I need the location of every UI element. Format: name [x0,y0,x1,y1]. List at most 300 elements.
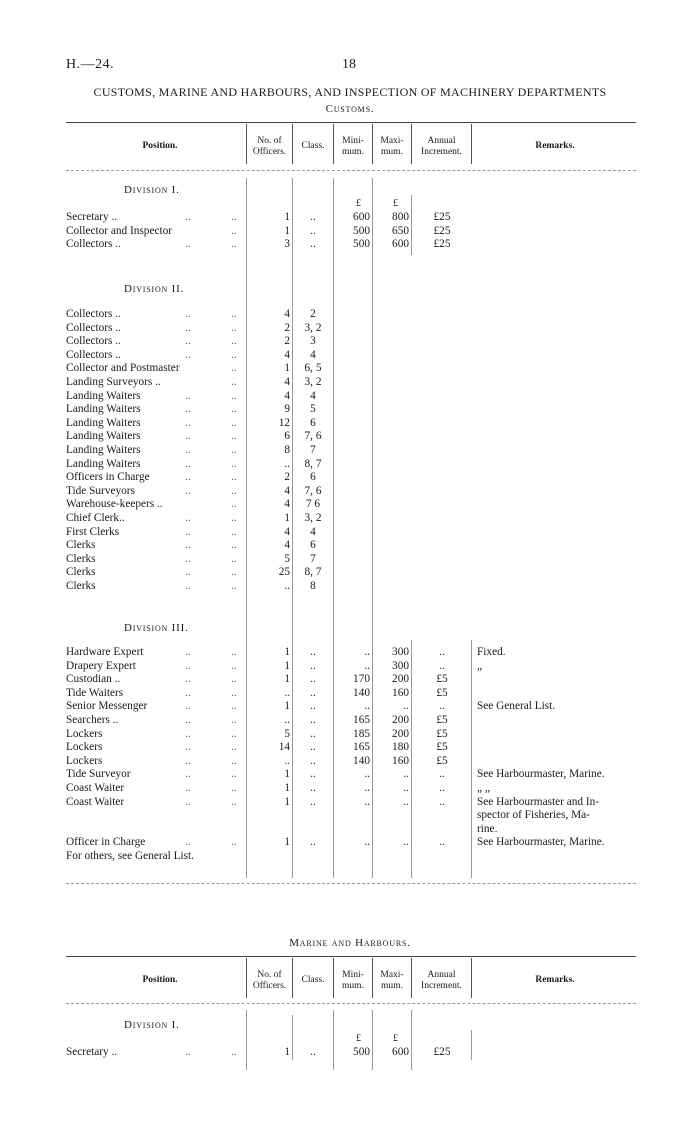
increment-cell: £5 [436,727,448,740]
minimum-cell: 185 [353,727,370,740]
leader-dots: .. [185,686,191,699]
leader-dots: .. [185,795,191,808]
table-row [0,741,700,755]
table-row [0,1046,700,1060]
table-row [0,755,700,769]
class-cell: 8, 7 [304,457,322,470]
increment-cell: .. [439,836,445,849]
leader-dots: .. [185,484,191,497]
leader-dots: .. [231,321,237,334]
position-cell: Senior Messenger [66,700,148,713]
leader-dots: .. [231,389,237,402]
leader-dots: .. [185,211,191,223]
officers-cell: 1 [284,782,290,794]
marine-col-head-max-1: Maxi- [380,970,404,980]
leader-dots: .. [185,471,191,484]
officers-cell: 9 [284,403,290,416]
position-cell: Lockers [66,741,103,754]
minimum-cell: .. [364,782,370,794]
officers-cell: 4 [284,539,290,552]
class-cell: 6 [310,539,316,552]
position-cell: Landing Waiters [66,444,141,456]
marine-col-head-min-1: Mini- [342,970,364,980]
customs-title: Customs. [325,103,375,115]
class-cell: 6, 5 [304,362,322,375]
officers-cell: 6 [284,430,290,443]
position-cell: Collector and Postmaster [66,362,180,375]
leader-dots: .. [185,512,191,524]
table-row [0,714,700,728]
minimum-cell: .. [364,646,370,658]
position-cell: Coast Waiter [66,795,125,808]
position-cell: Landing Waiters [66,416,141,429]
leader-dots: .. [185,403,191,416]
increment-cell: .. [439,659,445,672]
leader-dots: .. [231,376,237,388]
minimum-cell: 600 [353,211,370,223]
table-row [0,796,700,810]
leader-dots: .. [185,444,191,456]
increment-cell: £5 [436,754,448,767]
table-row [0,390,700,404]
officers-cell: 2 [284,471,290,484]
class-cell: .. [310,795,316,808]
col-divider [246,1010,247,1070]
col-head-officers-1: No. of [257,136,282,146]
marine-col-head-increment-2: Increment. [421,981,462,991]
leader-dots: .. [185,659,191,672]
position-cell: First Clerks [66,525,120,538]
leader-dots: .. [231,782,237,794]
maximum-cell: .. [403,795,409,808]
customs-division-2-title: Division II. [124,283,185,295]
col-divider [372,1010,373,1070]
position-cell: Secretary .. [66,1046,118,1058]
customs-header-bottom-rule [66,170,636,171]
maximum-cell: 180 [392,741,409,754]
increment-cell: £5 [436,714,448,726]
position-cell: Clerks [66,580,96,592]
increment-cell: £5 [436,686,448,699]
leader-dots: .. [231,1046,237,1058]
marine-col-head-max-2: mum. [381,981,403,991]
marine-col-head-min-2: mum. [342,981,364,991]
maximum-cell: 650 [392,224,409,237]
class-cell: .. [310,836,316,849]
maximum-cell: .. [403,768,409,781]
table-row [0,349,700,363]
increment-cell: £25 [433,238,451,251]
table-row [0,362,700,376]
col-head-increment-2: Increment. [421,147,462,157]
table-row [0,485,700,499]
maximum-cell: .. [403,782,409,794]
leader-dots: .. [185,714,191,726]
leader-dots: .. [231,686,237,699]
table-row [0,646,700,660]
maximum-cell: 300 [392,659,409,672]
leader-dots: .. [185,457,191,470]
leader-dots: .. [231,580,237,592]
class-cell: 6 [310,471,316,484]
class-cell: .. [310,700,316,713]
table-row [0,673,700,687]
table-row [0,225,700,239]
leader-dots: .. [185,430,191,443]
position-cell: Lockers [66,727,103,740]
class-cell: 8 [310,580,316,592]
leader-dots: .. [185,539,191,552]
class-cell: .. [310,686,316,699]
col-divider [333,1010,334,1070]
table-row [0,553,700,567]
table-row [0,376,700,390]
position-cell: Searchers .. [66,714,119,726]
minimum-cell: 165 [353,714,370,726]
customs-table-top-rule [66,122,636,123]
remarks-cell: spector of Fisheries, Ma- [477,809,590,822]
leader-dots: .. [231,308,237,320]
increment-cell: £25 [433,1046,451,1058]
maximum-cell: 300 [392,646,409,658]
position-cell: Clerks [66,566,96,579]
table-row [0,728,700,742]
officers-cell: 1 [284,1046,290,1058]
col-head-increment-1: Annual [427,136,456,146]
col-head-min-2: mum. [342,147,364,157]
leader-dots: .. [185,741,191,754]
leader-dots: .. [185,566,191,579]
class-cell: .. [310,238,316,251]
remarks-cell: See General List. [477,700,556,713]
leader-dots: .. [185,525,191,538]
table-row [0,687,700,701]
class-cell: .. [310,727,316,740]
position-cell: Tide Waiters [66,686,124,699]
officers-cell: 4 [284,525,290,538]
table-row [0,539,700,553]
position-cell: Collectors .. [66,321,121,334]
position-cell: Collectors .. [66,335,121,348]
officers-cell: 1 [284,211,290,223]
officers-cell: 4 [284,376,290,388]
leader-dots: .. [231,457,237,470]
class-cell: .. [310,646,316,658]
minimum-cell: .. [364,795,370,808]
maximum-cell: 160 [392,686,409,699]
col-divider [471,958,472,998]
remarks-cell: rine. [477,822,498,835]
table-row [0,836,700,850]
leader-dots: .. [185,389,191,402]
position-cell: Officers in Charge [66,471,150,484]
increment-cell: .. [439,646,445,658]
position-cell: Officer in Charge [66,836,146,849]
table-row [0,458,700,472]
col-head-min-1: Mini- [342,136,364,146]
maximum-cell: 200 [392,714,409,726]
leader-dots: .. [231,566,237,579]
table-row [0,768,700,782]
position-cell: Collector and Inspector [66,224,173,237]
position-cell: Tide Surveyor [66,768,131,781]
minimum-cell: 500 [353,1046,370,1058]
class-cell: 3, 2 [304,321,322,334]
increment-cell: £25 [433,224,451,237]
document-code: H.—24. [66,57,115,72]
leader-dots: .. [185,836,191,849]
table-row [0,498,700,512]
minimum-cell: .. [364,659,370,672]
col-head-class: Class. [301,141,325,151]
leader-dots: .. [231,335,237,348]
leader-dots: .. [231,552,237,565]
officers-cell: 3 [284,238,290,251]
customs-division-1-title: Division I. [124,184,180,196]
officers-cell: .. [284,457,290,470]
table-row [0,430,700,444]
col-divider [471,124,472,164]
increment-cell: £25 [433,211,451,223]
position-cell: Secretary .. [66,211,118,223]
officers-cell: 2 [284,321,290,334]
leader-dots: .. [185,335,191,348]
customs-table-bottom-rule [66,883,636,884]
table-row [0,823,700,837]
class-cell: 5 [310,403,316,416]
class-cell: 3, 2 [304,512,322,524]
minimum-cell: 500 [353,224,370,237]
leader-dots: .. [231,348,237,361]
leader-dots: .. [231,646,237,658]
leader-dots: .. [185,700,191,713]
marine-currency-symbol-max: £ [393,1033,398,1044]
position-cell: Warehouse-keepers .. [66,498,163,511]
leader-dots: .. [185,348,191,361]
col-head-max-2: mum. [381,147,403,157]
position-cell: Clerks [66,552,96,565]
leader-dots: .. [185,238,191,251]
maximum-cell: 160 [392,754,409,767]
officers-cell: 4 [284,498,290,511]
minimum-cell: 140 [353,754,370,767]
class-cell: 2 [310,308,316,320]
class-cell: .. [310,224,316,237]
position-cell: Landing Waiters [66,457,141,470]
increment-cell: £5 [436,741,448,754]
position-cell: Tide Surveyors [66,484,135,497]
maximum-cell: 600 [392,1046,409,1058]
minimum-cell: 165 [353,741,370,754]
position-cell: Landing Waiters [66,389,141,402]
table-row [0,471,700,485]
class-cell: 7 [310,444,316,456]
class-cell: 3 [310,335,316,348]
class-cell: .. [310,714,316,726]
officers-cell: 1 [284,224,290,237]
table-row [0,660,700,674]
officers-cell: 4 [284,484,290,497]
maximum-cell: 200 [392,727,409,740]
class-cell: 4 [310,389,316,402]
increment-cell: .. [439,782,445,794]
remarks-cell: See Harbourmaster, Marine. [477,836,605,849]
position-cell: Collectors .. [66,308,121,320]
officers-cell: 4 [284,348,290,361]
minimum-cell: .. [364,700,370,713]
leader-dots: .. [231,362,237,375]
main-title: CUSTOMS, MARINE AND HARBOURS, AND INSPECTION OF MACHINERY DEPARTMENTS [93,85,607,99]
leader-dots: .. [185,782,191,794]
table-row [0,782,700,796]
leader-dots: .. [185,646,191,658]
leader-dots: .. [185,727,191,740]
officers-cell: 1 [284,836,290,849]
leader-dots: .. [231,754,237,767]
leader-dots: .. [231,224,237,237]
table-row [0,512,700,526]
marine-title: Marine and Harbours. [289,937,411,949]
position-cell: Custodian .. [66,673,121,686]
minimum-cell: 140 [353,686,370,699]
table-row [0,566,700,580]
officers-cell: 1 [284,673,290,686]
table-row [0,335,700,349]
class-cell: .. [310,211,316,223]
leader-dots: .. [231,539,237,552]
minimum-cell: .. [364,836,370,849]
position-cell: Lockers [66,754,103,767]
leader-dots: .. [185,754,191,767]
leader-dots: .. [231,471,237,484]
col-divider [411,1010,412,1070]
currency-symbol-max: £ [393,198,398,209]
remarks-cell: „ „ [477,782,490,794]
officers-cell: 4 [284,389,290,402]
leader-dots: .. [231,659,237,672]
marine-currency-symbol-min: £ [356,1033,361,1044]
leader-dots: .. [185,673,191,686]
leader-dots: .. [231,525,237,538]
leader-dots: .. [231,795,237,808]
class-cell: .. [310,782,316,794]
class-cell: 4 [310,348,316,361]
increment-cell: .. [439,768,445,781]
customs-division-3-title: Division III. [124,622,189,634]
class-cell: 4 [310,525,316,538]
officers-cell: 14 [278,741,290,754]
leader-dots: .. [231,430,237,443]
position-cell: Landing Waiters [66,430,141,443]
table-row [0,580,700,594]
table-row [0,809,700,823]
class-cell: .. [310,659,316,672]
class-cell: 7, 6 [304,430,322,443]
marine-table-top-rule [66,956,636,957]
table-row [0,850,700,864]
class-cell: 6 [310,416,316,429]
leader-dots: .. [231,211,237,223]
table-row [0,417,700,431]
leader-dots: .. [231,700,237,713]
table-row [0,444,700,458]
position-cell: Landing Surveyors .. [66,376,161,388]
position-cell: Coast Waiter [66,782,125,794]
increment-cell: £5 [436,673,448,686]
marine-col-head-officers-1: No. of [257,970,282,980]
leader-dots: .. [185,416,191,429]
maximum-cell: .. [403,836,409,849]
col-head-max-1: Maxi- [380,136,404,146]
marine-header-bottom-rule [66,1003,636,1004]
marine-col-head-position: Position. [142,975,178,985]
class-cell: 8, 7 [304,566,322,579]
leader-dots: .. [231,512,237,524]
marine-col-head-remarks: Remarks. [535,975,575,985]
table-row [0,526,700,540]
position-cell: Hardware Expert [66,646,144,658]
marine-division-1-title: Division I. [124,1019,180,1031]
officers-cell: 1 [284,512,290,524]
maximum-cell: .. [403,700,409,713]
leader-dots: .. [185,768,191,781]
officers-cell: 1 [284,646,290,658]
class-cell: 7 6 [305,498,321,511]
position-cell: Collectors .. [66,238,121,251]
position-cell: Chief Clerk.. [66,512,125,524]
marine-col-head-class: Class. [301,975,325,985]
officers-cell: .. [284,580,290,592]
leader-dots: .. [231,403,237,416]
class-cell: .. [310,741,316,754]
class-cell: 3, 2 [304,376,322,388]
table-row [0,403,700,417]
leader-dots: .. [231,714,237,726]
increment-cell: .. [439,795,445,808]
officers-cell: 25 [278,566,290,579]
position-cell: Drapery Expert [66,659,136,672]
officers-cell: 5 [284,727,290,740]
officers-cell: 2 [284,335,290,348]
leader-dots: .. [185,552,191,565]
remarks-cell: Fixed. [477,646,506,658]
table-row [0,700,700,714]
leader-dots: .. [231,484,237,497]
officers-cell: 1 [284,362,290,375]
class-cell: .. [310,754,316,767]
table-row [0,211,700,225]
officers-cell: .. [284,686,290,699]
leader-dots: .. [231,741,237,754]
leader-dots: .. [231,673,237,686]
officers-cell: 1 [284,700,290,713]
leader-dots: .. [231,444,237,456]
maximum-cell: 600 [392,238,409,251]
officers-cell: 1 [284,659,290,672]
remarks-cell: See Harbourmaster, Marine. [477,768,605,781]
leader-dots: .. [185,321,191,334]
class-cell: 7 [310,552,316,565]
officers-cell: 4 [284,308,290,320]
position-cell: Collectors .. [66,348,121,361]
leader-dots: .. [231,836,237,849]
leader-dots: .. [185,1046,191,1058]
position-cell: For others, see General List. [66,850,194,862]
page-number: 18 [342,57,356,72]
officers-cell: 12 [278,416,290,429]
currency-symbol-min: £ [356,198,361,209]
minimum-cell: 170 [353,673,370,686]
